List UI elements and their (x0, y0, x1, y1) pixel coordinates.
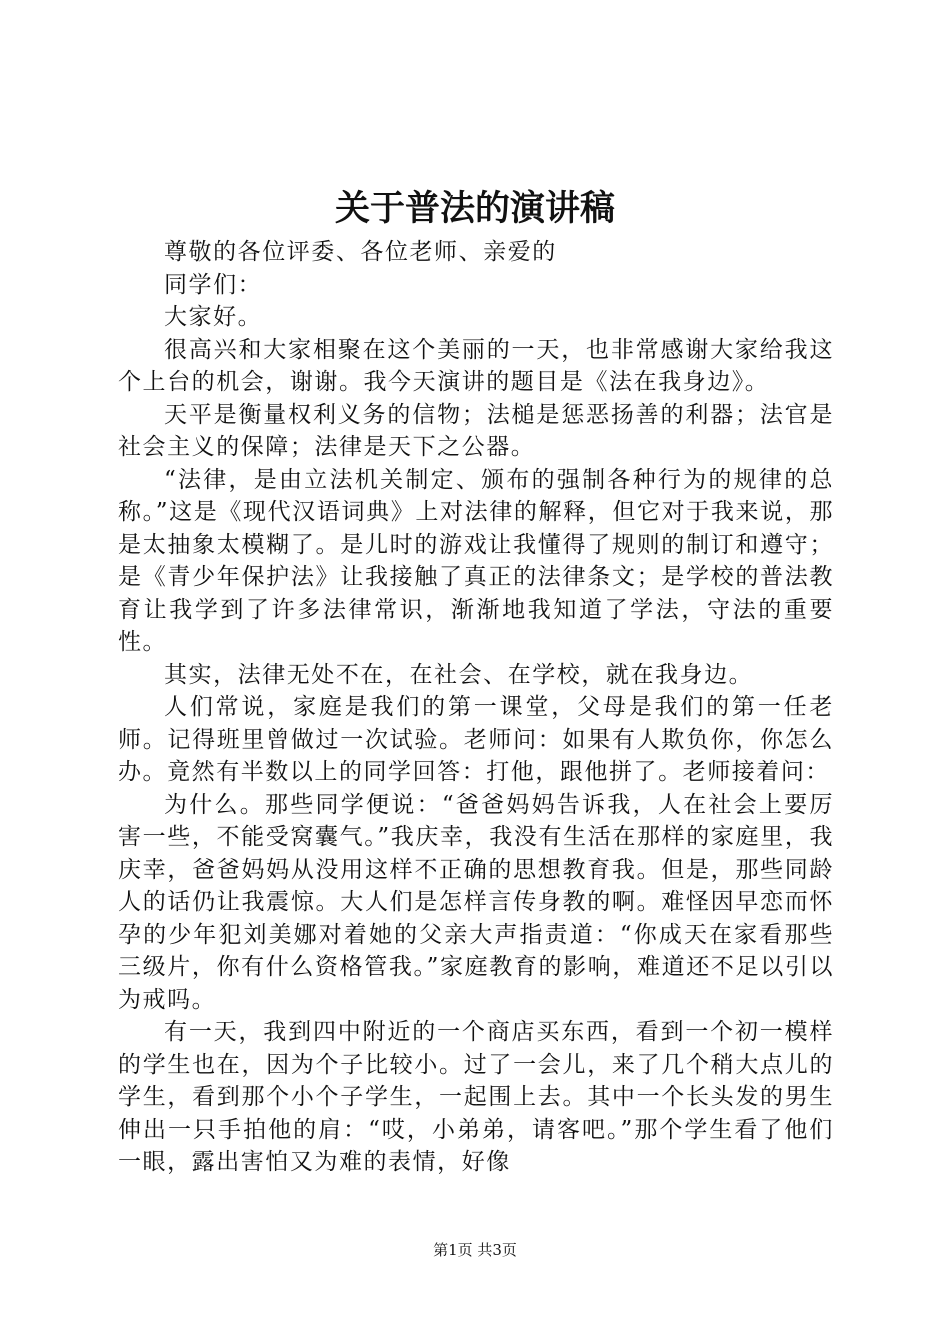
page-footer: 第1页 共3页 (433, 1241, 517, 1259)
paragraph: 大家好。 (164, 304, 263, 330)
paragraph: “法律，是由立法机关制定、颁布的强制各种行为的规律的总称。”这是《现代汉语词典》上对法律的解释，但它对于我来说，那是太抽象太模糊了。是儿时的游戏让我懂得了规则的制订和遵守；是《青少年保护法》让我接触了真正的法律条文；是学校的普法教育让我学到了许多法律常识，渐渐地我知道了学法，守法的重要性。 (118, 466, 834, 655)
paragraph: 有一天，我到四中附近的一个商店买东西，看到一个初一模样的学生也在，因为个子比较小。过了一会儿，来了几个稍大点儿的学生，看到那个小个子学生，一起围上去。其中一个长头发的男生伸出一只手拍他的肩：“哎，小弟弟，请客吧。”那个学生看了他们一眼，露出害怕又为难的表情，好像 (118, 1019, 834, 1175)
paragraph: 人们常说，家庭是我们的第一课堂，父母是我们的第一任老师。记得班里曾做过一次试验。老师问：如果有人欺负你，你怎么办。竟然有半数以上的同学回答：打他，跟他拼了。老师接着问： (118, 694, 834, 785)
document-title: 关于普法的演讲稿 (334, 188, 615, 229)
paragraph: 为什么。那些同学便说：“爸爸妈妈告诉我，人在社会上要厉害一些，不能受窝囊气。”我庆幸，我没有生活在那样的家庭里，我庆幸，爸爸妈妈从没用这样不正确的思想教育我。但是，那些同龄人的话仍让我震惊。大人们是怎样言传身教的啊。难怪因早恋而怀孕的少年犯刘美娜对着她的父亲大声指责道：“你成天在家看那些三级片，你有什么资格管我。”家庭教育的影响，难道还不足以引以为戒吗。 (118, 791, 834, 1013)
document-body (118, 236, 834, 1179)
paragraph: 其实，法律无处不在，在社会、在学校，就在我身边。 (164, 661, 754, 688)
paragraph: 很高兴和大家相聚在这个美丽的一天，也非常感谢大家给我这个上台的机会，谢谢。我今天演讲的题目是《法在我身边》。 (118, 336, 834, 395)
paragraph: 同学们： (164, 271, 263, 298)
paragraph: 天平是衡量权利义务的信物；法槌是惩恶扬善的利器；法官是社会主义的保障；法律是天下之公器。 (118, 401, 834, 460)
paragraph: 尊敬的各位评委、各位老师、亲爱的 (164, 239, 557, 265)
